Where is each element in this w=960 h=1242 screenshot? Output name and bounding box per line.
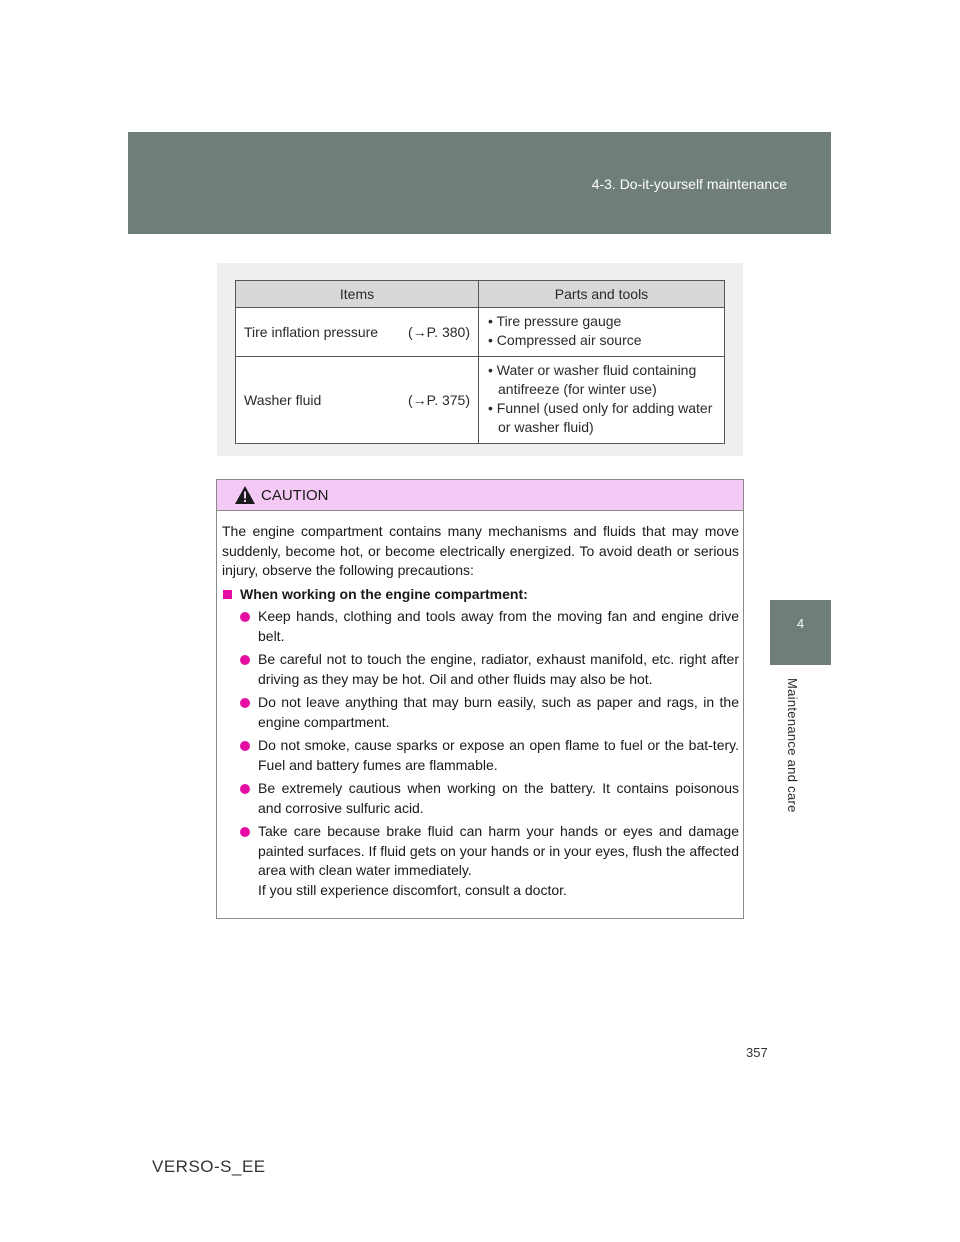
circle-bullet-icon bbox=[240, 655, 250, 665]
tool-item: • Compressed air source bbox=[488, 332, 642, 348]
caution-subheading bbox=[222, 585, 739, 605]
parts-table bbox=[235, 280, 725, 444]
page-number: 357 bbox=[746, 1045, 768, 1060]
warning-icon bbox=[234, 485, 256, 505]
item-name: Tire inflation pressure bbox=[244, 324, 379, 340]
tool-item: • Funnel (used only for adding water or washer fluid) bbox=[488, 400, 713, 435]
caution-item bbox=[222, 822, 739, 900]
page-reference: (→P. 380) bbox=[408, 324, 470, 340]
column-header-parts: Parts and tools bbox=[479, 281, 725, 308]
footer-code: VERSO-S_EE bbox=[152, 1157, 266, 1176]
caution-box bbox=[216, 479, 744, 919]
chapter-tab bbox=[770, 600, 831, 665]
caution-intro: The engine compartment contains many mechanisms and fluids that may move suddenly, become hot, or become electrically energized. To avoid death or serious injury, observe the following precautions: bbox=[222, 523, 739, 578]
caution-item bbox=[222, 736, 739, 775]
circle-bullet-icon bbox=[240, 827, 250, 837]
tool-item: • Tire pressure gauge bbox=[488, 313, 622, 329]
header-band bbox=[128, 132, 831, 234]
page-reference: (→P. 375) bbox=[408, 392, 470, 408]
circle-bullet-icon bbox=[240, 784, 250, 794]
caution-item bbox=[222, 693, 739, 732]
caution-item-text: Do not leave anything that may burn easily, such as paper and rags, in the engine compartment. bbox=[258, 694, 739, 730]
caution-item-text: Take care because brake fluid can harm your hands or eyes and damage painted surfaces. If fluid gets on your hands or in your eyes, flush the affected area with clean water immediately. bbox=[258, 823, 739, 878]
parts-table-panel bbox=[217, 263, 743, 456]
caution-item bbox=[222, 607, 739, 646]
caution-item-text: Do not smoke, cause sparks or expose an open flame to fuel or the bat-tery. Fuel and battery fumes are flammable. bbox=[258, 737, 739, 773]
chapter-label: Maintenance and care bbox=[785, 678, 800, 813]
section-title: 4-3. Do-it-yourself maintenance bbox=[591, 176, 787, 192]
circle-bullet-icon bbox=[240, 741, 250, 751]
caution-body bbox=[217, 511, 743, 900]
table-row bbox=[236, 357, 725, 444]
caution-title: CAUTION bbox=[261, 487, 329, 504]
tool-item: • Water or washer fluid containing antifreeze (for winter use) bbox=[488, 362, 697, 397]
circle-bullet-icon bbox=[240, 698, 250, 708]
square-bullet-icon bbox=[223, 590, 232, 599]
column-header-items: Items bbox=[236, 281, 479, 308]
caution-item-text: Keep hands, clothing and tools away from the moving fan and engine drive belt. bbox=[258, 608, 739, 644]
chapter-number: 4 bbox=[796, 616, 805, 631]
tools-cell bbox=[479, 357, 725, 444]
caution-note: If you still experience discomfort, consult a doctor. bbox=[258, 881, 567, 898]
table-row bbox=[236, 308, 725, 357]
subheading-text: When working on the engine compartment: bbox=[240, 585, 528, 602]
item-name: Washer fluid bbox=[244, 392, 322, 408]
table-header-row bbox=[236, 281, 725, 308]
circle-bullet-icon bbox=[240, 612, 250, 622]
caution-header bbox=[217, 480, 743, 511]
item-cell bbox=[236, 357, 479, 444]
caution-item-text: Be extremely cautious when working on the battery. It contains poisonous and corrosive sulfuric acid. bbox=[258, 780, 739, 816]
item-cell bbox=[236, 308, 479, 357]
caution-item bbox=[222, 650, 739, 689]
caution-item bbox=[222, 779, 739, 818]
caution-item-text: Be careful not to touch the engine, radiator, exhaust manifold, etc. right after driving as they may be hot. Oil and other fluids may also be hot. bbox=[258, 651, 739, 687]
tools-cell bbox=[479, 308, 725, 357]
